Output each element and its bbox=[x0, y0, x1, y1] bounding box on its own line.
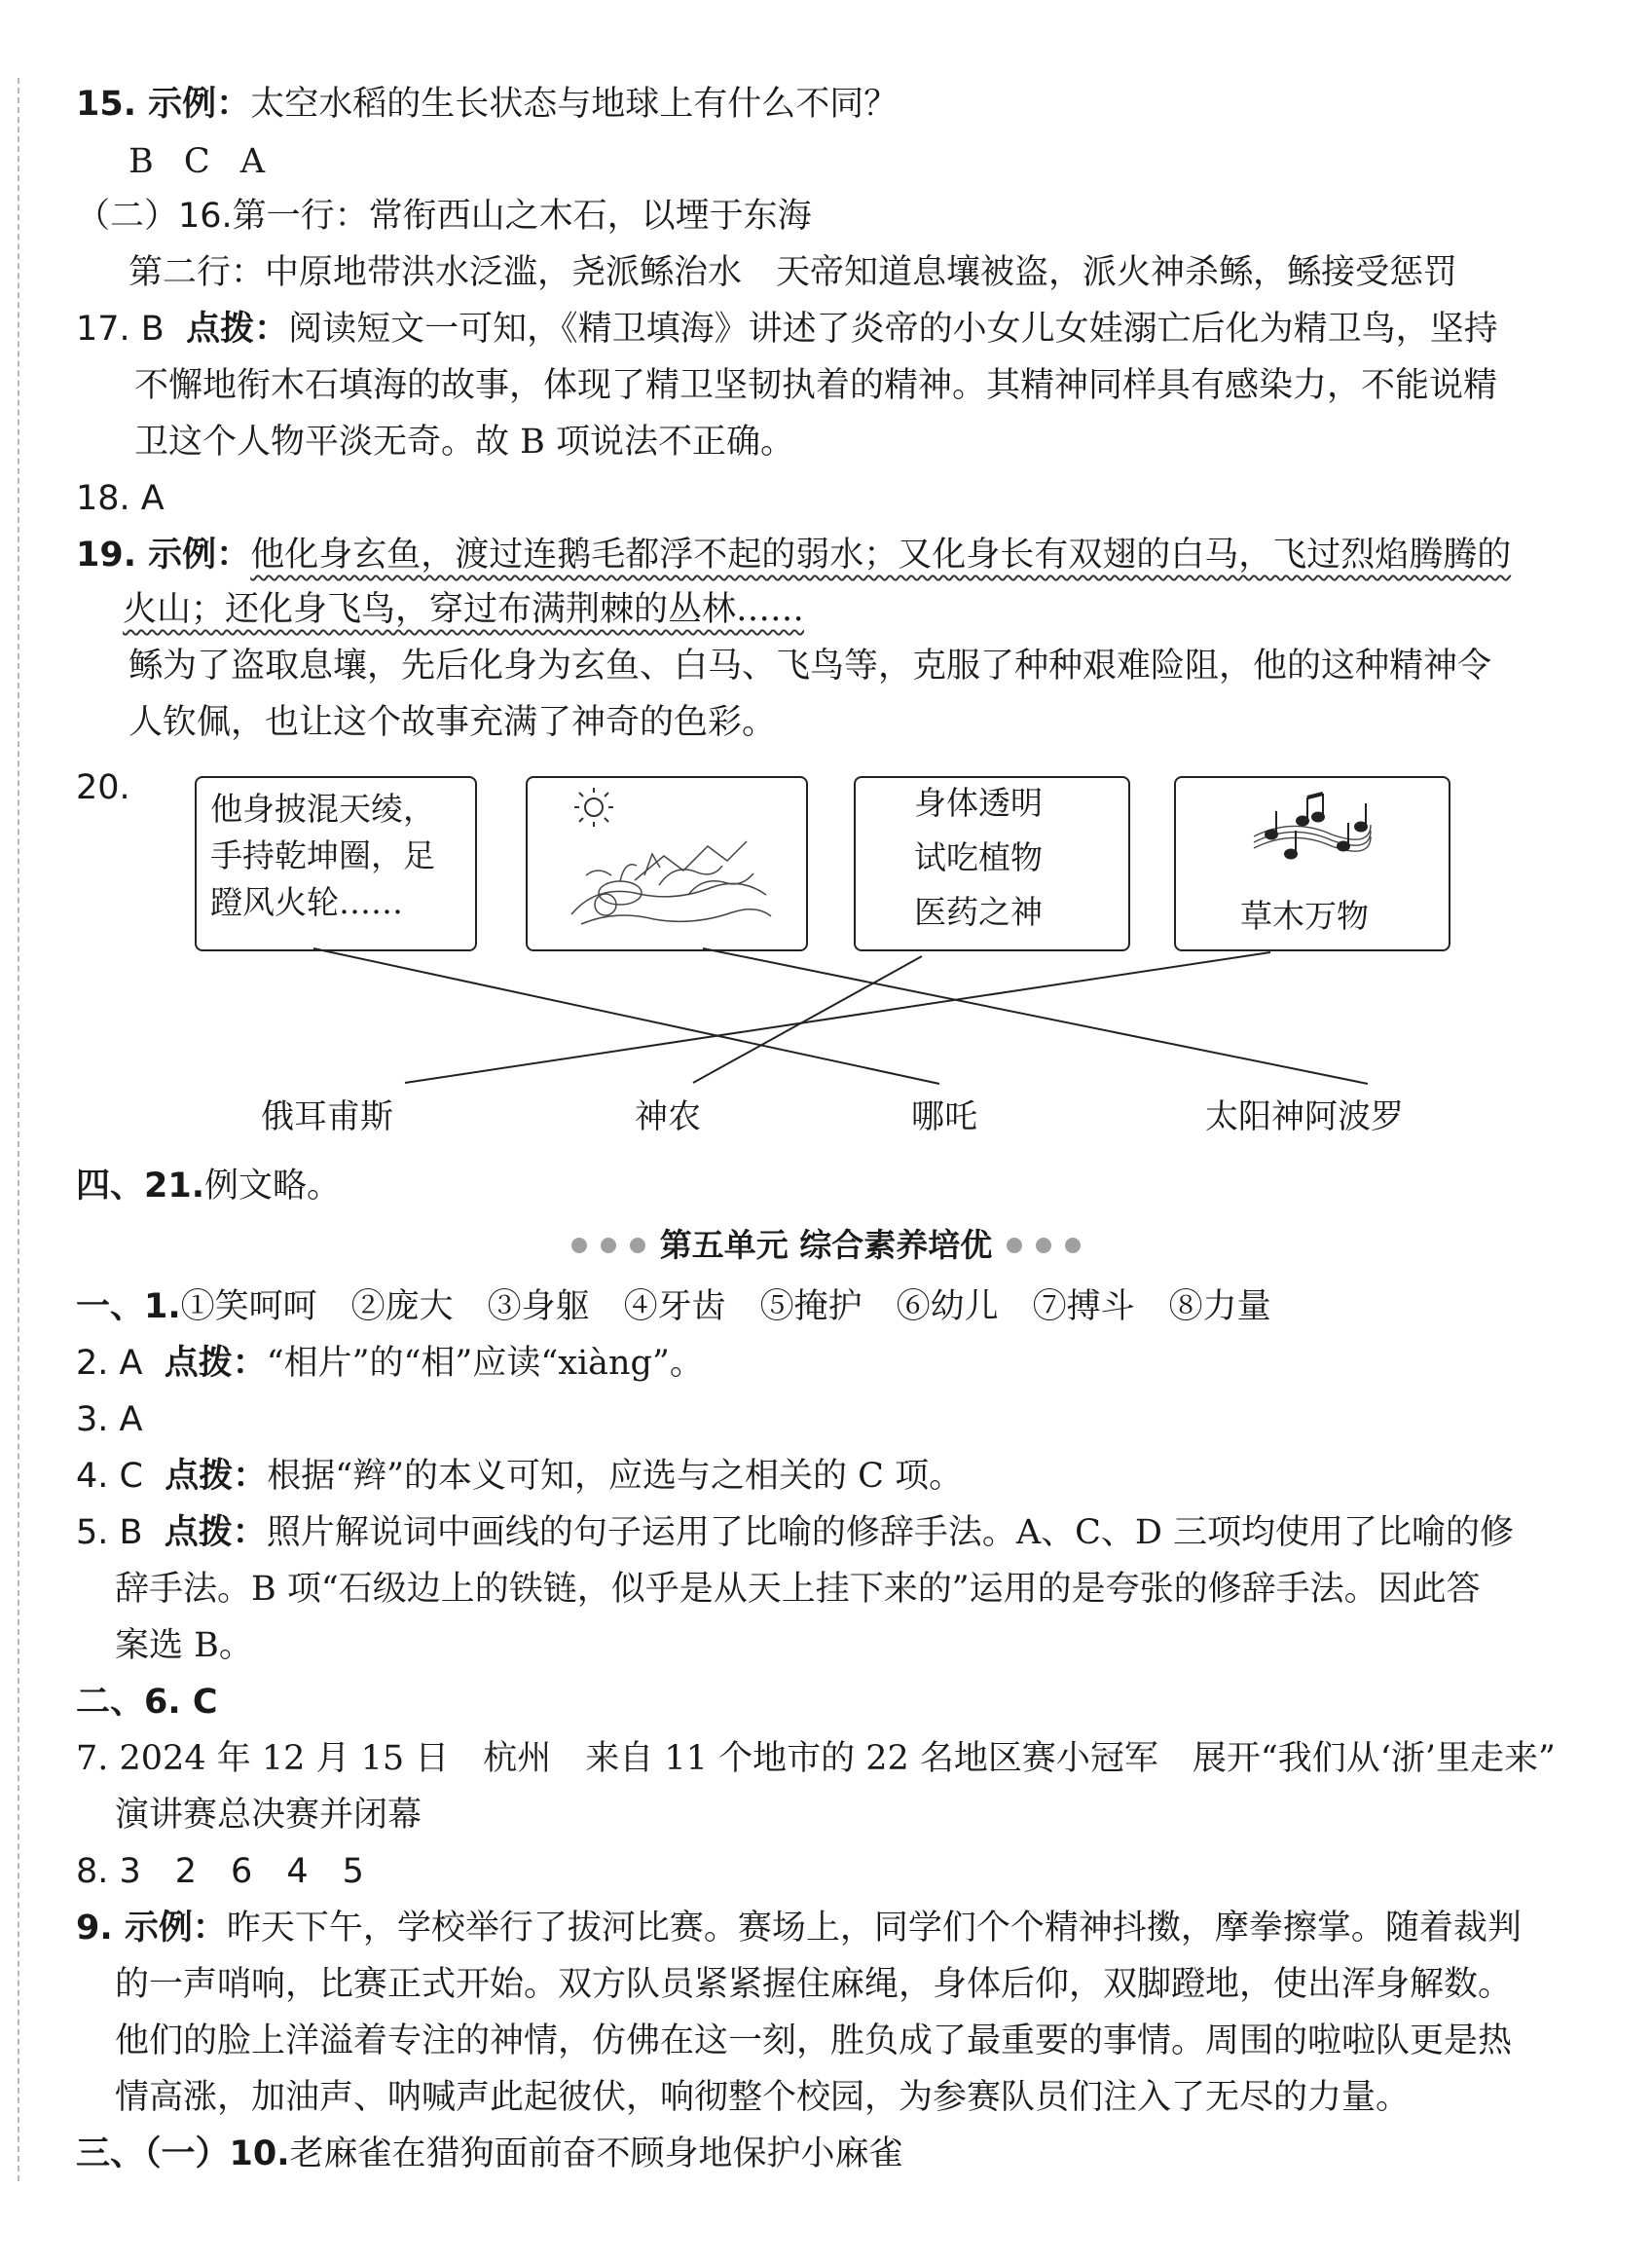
u10-line bbox=[76, 2133, 903, 2175]
u9-text-2: 的一声哨响，比赛正式开始。双方队员紧紧握住麻绳，身体后仰，双脚蹬地，使出浑身解数。 bbox=[115, 1965, 1513, 2004]
u5-text-1: 照片解说词中画线的句子运用了比喻的修辞手法。A、C、D 三项均使用了比喻的修 bbox=[266, 1513, 1515, 1552]
box3-line-2: 试吃植物 bbox=[914, 838, 1043, 876]
u1-text: ①笑呵呵 ②庞大 ③身躯 ④牙齿 ⑤掩护 ⑥幼儿 ⑦搏斗 ⑧力量 bbox=[180, 1287, 1271, 1326]
u2-text: “相片”的“相”应读“xiàng”。 bbox=[266, 1344, 704, 1383]
u5-text-3: 案选 B。 bbox=[115, 1626, 253, 1665]
u5-number: 5. B bbox=[76, 1513, 143, 1552]
q17-text-3: 卫这个人物平淡无奇。故 B 项说法不正确。 bbox=[134, 423, 794, 462]
q19-text-3: 鲧为了盗取息壤，先后化身为玄鱼、白马、飞鸟等，克服了种种艰难险阻，他的这种精神令 bbox=[128, 647, 1492, 686]
line-orpheus bbox=[405, 952, 1270, 1083]
box3-line-1: 身体透明 bbox=[914, 784, 1043, 822]
god-orpheus: 俄耳甫斯 bbox=[261, 1097, 393, 1136]
box1-line-1: 他身披混天绫， bbox=[210, 790, 435, 828]
dot-icon bbox=[571, 1238, 587, 1253]
box4-caption: 草木万物 bbox=[1240, 897, 1369, 935]
q21-number: 四、21. bbox=[76, 1167, 205, 1206]
box3-line-3: 医药之神 bbox=[914, 893, 1043, 931]
u1-line bbox=[76, 1285, 1271, 1328]
unit-heading bbox=[0, 1222, 1652, 1267]
u4-text: 根据“辫”的本义可知，应选与之相关的 C 项。 bbox=[267, 1457, 964, 1496]
u9-text-3: 他们的脸上洋溢着专注的神情，仿佛在这一刻，胜负成了最重要的事情。周围的啦啦队更是热 bbox=[115, 2022, 1513, 2060]
u5-line bbox=[76, 1511, 1514, 1554]
q17-text-1: 阅读短文一可知，《精卫填海》讲述了炎帝的小女儿女娃溺亡后化为精卫鸟，坚持 bbox=[288, 310, 1498, 349]
u2-number: 2. A bbox=[76, 1344, 143, 1383]
dot-icon bbox=[601, 1238, 616, 1253]
dot-icon bbox=[1065, 1238, 1081, 1253]
u3-answer: 3. A bbox=[76, 1400, 143, 1439]
line-shennong bbox=[693, 956, 922, 1083]
q16-text: 第一行：常衔西山之木石，以堙于东海 bbox=[232, 197, 812, 236]
god-apollo: 太阳神阿波罗 bbox=[1205, 1097, 1404, 1136]
u9-text-4: 情高涨，加油声、呐喊声此起彼伏，响彻整个校园，为参赛队员们注入了无尽的力量。 bbox=[115, 2078, 1411, 2117]
box1-line-2: 手持乾坤圈，足 bbox=[210, 836, 435, 874]
q15-answers: B C A bbox=[128, 142, 266, 181]
q15-text: 太空水稻的生长状态与地球上有什么不同？ bbox=[250, 85, 899, 124]
u4-number: 4. C bbox=[76, 1457, 143, 1496]
u7-text-1: 7. 2024 年 12 月 15 日 杭州 来自 11 个地市的 22 名地区赛小冠军 展开“我们从‘浙’里走来” bbox=[76, 1739, 1556, 1778]
q18-answer: 18. A bbox=[76, 479, 165, 518]
u5-text-2: 辞手法。B 项“石级边上的铁链，似乎是从天上挂下来的”运用的是夸张的修辞手法。因此答 bbox=[115, 1570, 1481, 1609]
u7-text-2: 演讲赛总决赛并闭幕 bbox=[115, 1796, 422, 1835]
q17-tip-label: 点拨： bbox=[186, 310, 289, 349]
dot-icon bbox=[1007, 1238, 1022, 1253]
q19-text-1: 他化身玄鱼，渡过连鹅毛都浮不起的弱水；又化身长有双翅的白马，飞过烈焰腾腾的 bbox=[250, 536, 1512, 575]
q17-text-2: 不懈地衔木石填海的故事，体现了精卫坚韧执着的精神。其精神同样具有感染力，不能说精 bbox=[134, 366, 1498, 405]
u8-answer: 8. 3 2 6 4 5 bbox=[76, 1852, 364, 1891]
u10-number: 三、（一）10. bbox=[76, 2134, 290, 2173]
box1-line-3: 蹬风火轮…… bbox=[210, 883, 403, 921]
u10-text: 老麻雀在猎狗面前奋不顾身地保护小麻雀 bbox=[289, 2134, 903, 2173]
q19-text-4: 人钦佩，也让这个故事充满了神奇的色彩。 bbox=[128, 703, 777, 742]
u9-number: 9. 示例： bbox=[76, 1909, 227, 1948]
q21-text: 例文略。 bbox=[204, 1167, 342, 1206]
u9-text-1: 昨天下午，学校举行了拔河比赛。赛场上，同学们个个精神抖擞，摩拳擦掌。随着裁判 bbox=[226, 1909, 1522, 1948]
q20-number: 20. bbox=[76, 768, 130, 807]
u2-tip-label: 点拨： bbox=[164, 1344, 267, 1383]
q21-line bbox=[76, 1165, 341, 1207]
u4-tip-label: 点拨： bbox=[165, 1457, 268, 1496]
u4-line bbox=[76, 1455, 963, 1498]
q15-number: 15. 示例： bbox=[76, 85, 251, 124]
u9-line bbox=[76, 1907, 1522, 1949]
god-shennong: 神农 bbox=[635, 1097, 701, 1136]
u5-tip-label: 点拨： bbox=[164, 1513, 267, 1552]
line-apollo bbox=[703, 948, 1368, 1084]
u1-number: 一、1. bbox=[76, 1287, 181, 1326]
q16-number: （二）16. bbox=[76, 197, 233, 236]
god-nezha: 哪吒 bbox=[911, 1097, 977, 1136]
q19-number: 19. 示例： bbox=[76, 536, 251, 575]
dot-icon bbox=[630, 1238, 645, 1253]
u6-answer: 二、6. C bbox=[76, 1683, 218, 1722]
q16-line2: 第二行：中原地带洪水泛滥，尧派鲧治水 天帝知道息壤被盗，派火神杀鲧，鲧接受惩罚 bbox=[128, 253, 1458, 292]
unit-title: 第五单元 综合素养培优 bbox=[659, 1226, 993, 1264]
u2-line bbox=[76, 1342, 704, 1385]
q19-text-2: 火山；还化身飞鸟，穿过布满荆棘的丛林…… bbox=[123, 590, 805, 629]
dot-icon bbox=[1036, 1238, 1051, 1253]
q17-number: 17. B bbox=[76, 310, 165, 349]
